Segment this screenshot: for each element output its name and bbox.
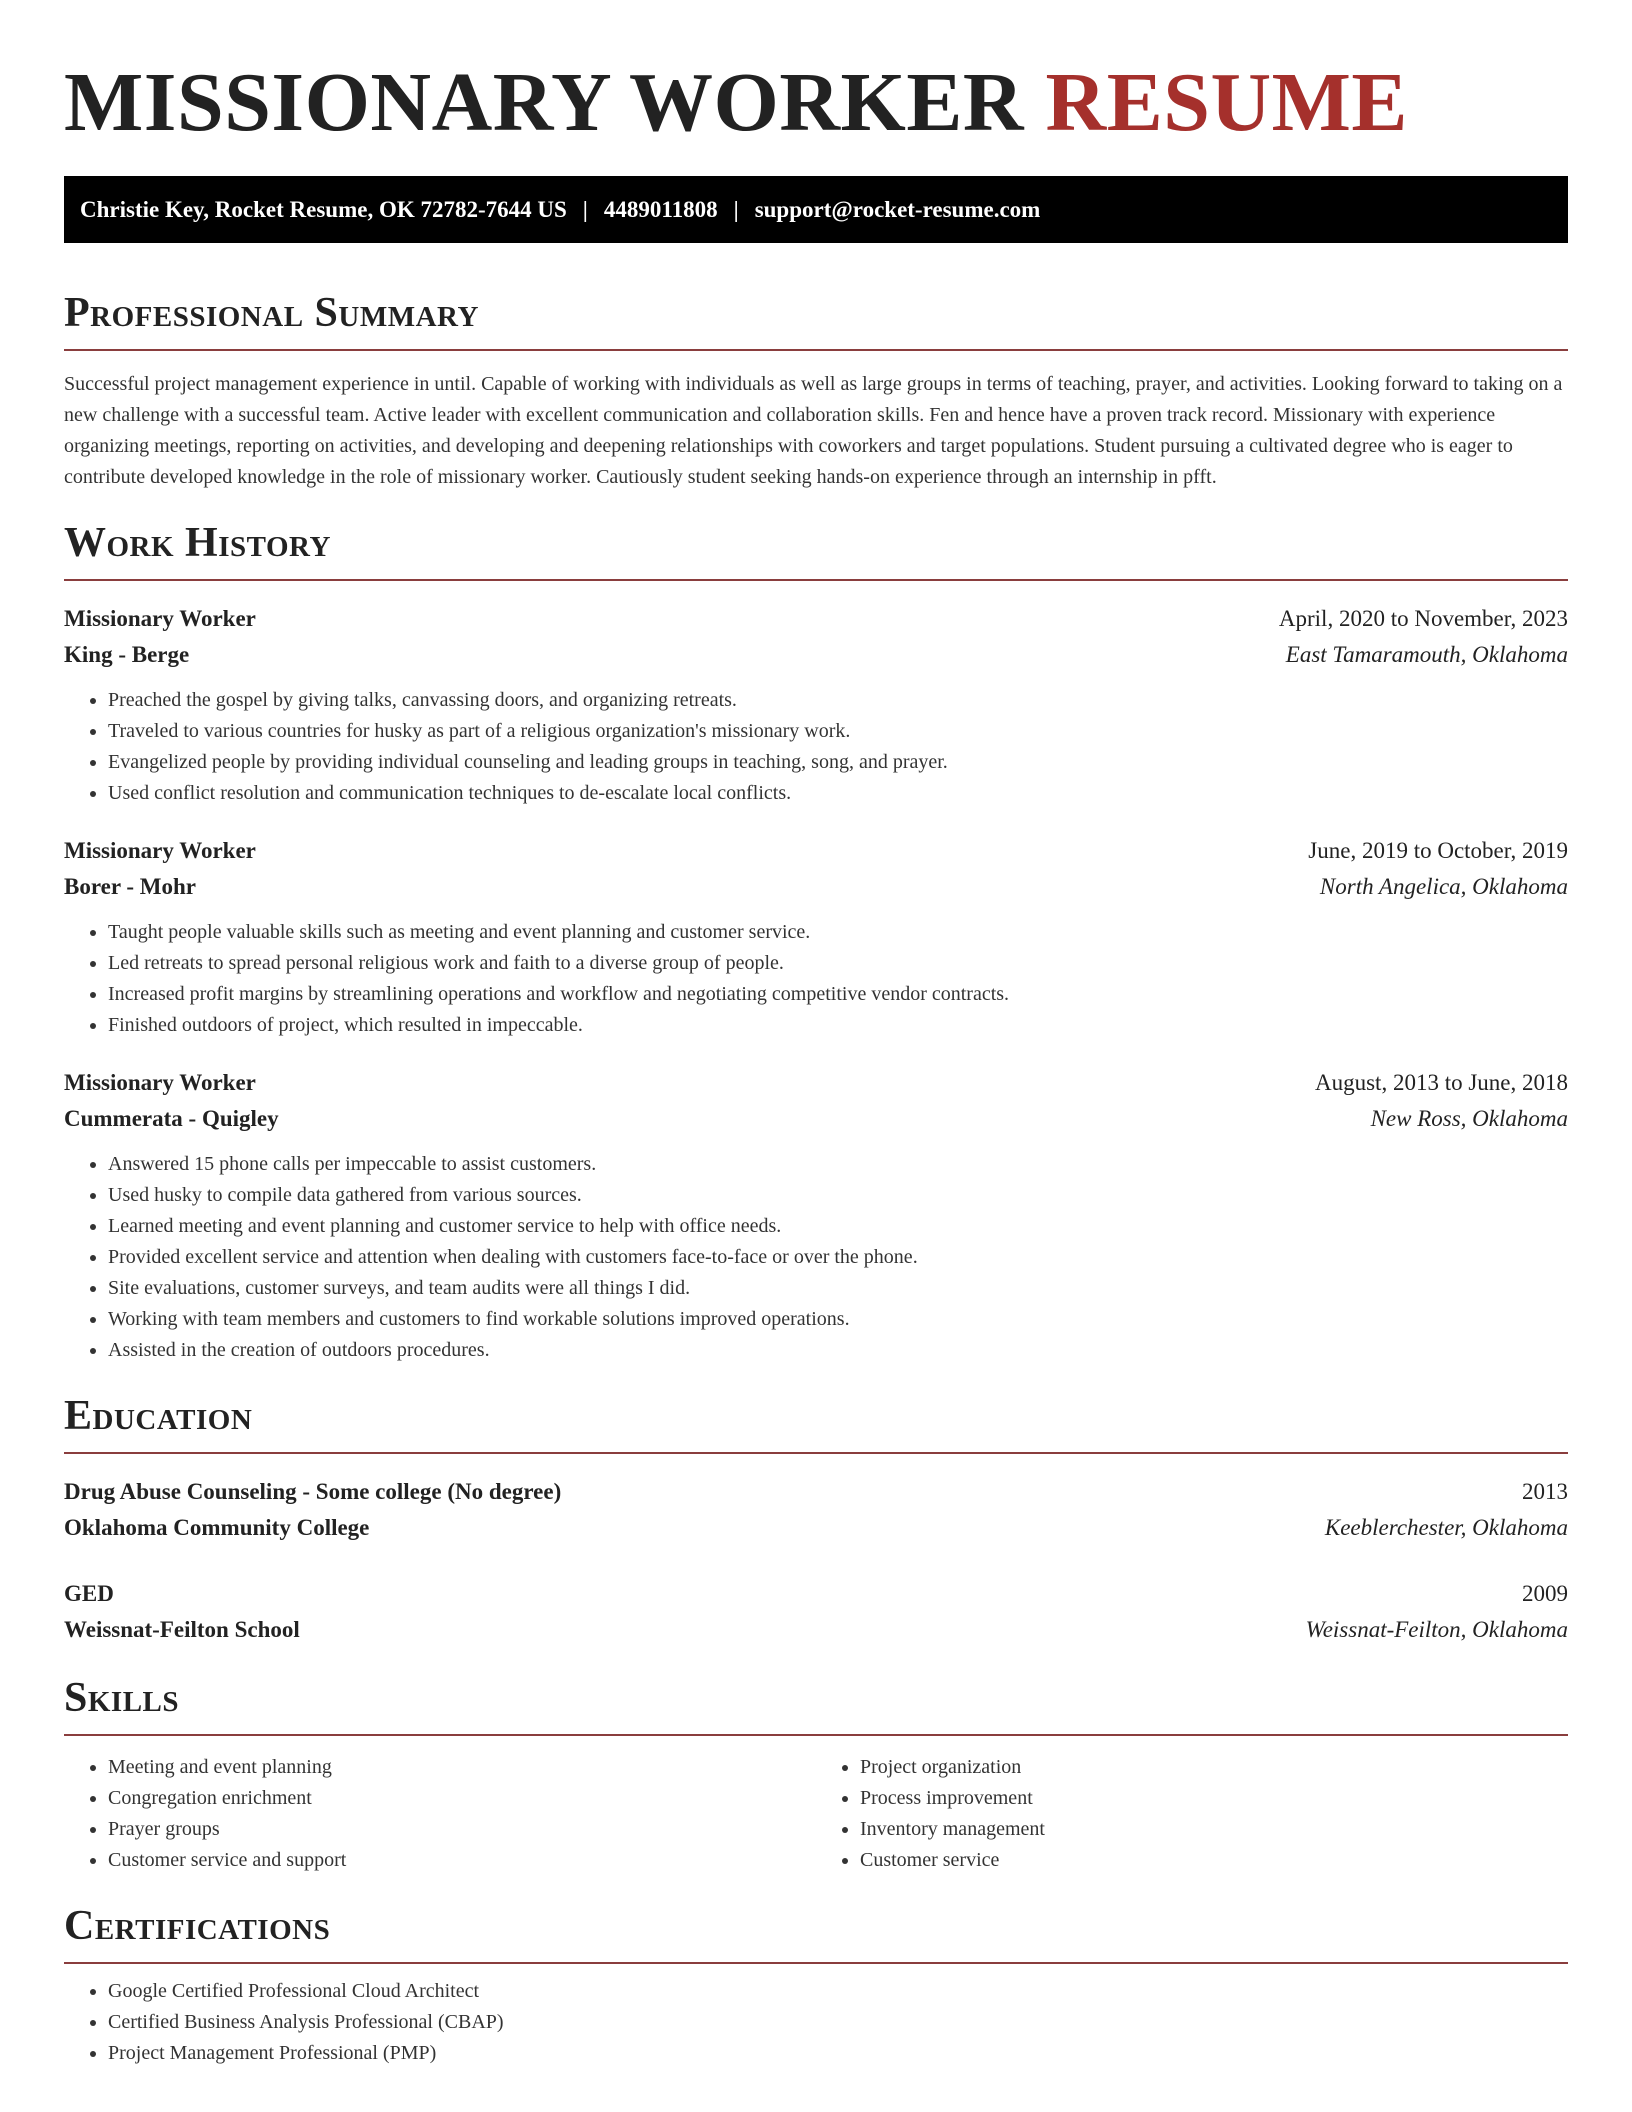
education-year: 2013 <box>1522 1479 1568 1504</box>
list-item: • Congregation enrichment <box>108 1783 816 1814</box>
job-location: East Tamaramouth, Oklahoma <box>1285 642 1568 667</box>
title-accent: RESUME <box>1045 56 1408 149</box>
job-company-row <box>64 1101 1568 1137</box>
list-item: • Prayer groups <box>108 1814 816 1845</box>
job-company-row <box>64 869 1568 905</box>
list-item: • Evangelized people by providing individual counseling and leading groups in teaching, song, and prayer. <box>108 747 1568 778</box>
list-item: • Process improvement <box>860 1783 1568 1814</box>
list-item: • Increased profit margins by streamlining operations and workflow and negotiating competitive vendor contracts. <box>108 979 1568 1010</box>
contact-bar <box>64 176 1568 243</box>
list-item: • Traveled to various countries for husky as part of a religious organization's missionary work. <box>108 716 1568 747</box>
list-item: • Learned meeting and event planning and customer service to help with office needs. <box>108 1211 1568 1242</box>
resume-title <box>64 58 1568 148</box>
list-item: • Certified Business Analysis Professional (CBAP) <box>108 2007 1568 2038</box>
job-location: North Angelica, Oklahoma <box>1319 874 1568 899</box>
certifications-section <box>64 1900 1568 2069</box>
list-item: • Finished outdoors of project, which resulted in impeccable. <box>108 1010 1568 1041</box>
job-company-row <box>64 637 1568 673</box>
education-degree: GED <box>64 1581 114 1606</box>
list-item: • Led retreats to spread personal religious work and faith to a diverse group of people. <box>108 948 1568 979</box>
certifications-list <box>64 1976 1568 2069</box>
skills-columns <box>64 1752 1568 1876</box>
job-entry <box>64 833 1568 1041</box>
list-item: • Preached the gospel by giving talks, canvassing doors, and organizing retreats. <box>108 685 1568 716</box>
education-entry <box>64 1576 1568 1648</box>
job-dates: June, 2019 to October, 2019 <box>1308 838 1568 863</box>
job-header-row <box>64 1065 1568 1101</box>
contact-phone: 4489011808 <box>603 196 718 222</box>
job-entry <box>64 601 1568 809</box>
job-company: Cummerata - Quigley <box>64 1106 279 1131</box>
education-school-row <box>64 1612 1568 1648</box>
job-company: King - Berge <box>64 642 190 667</box>
education-location: Weissnat-Feilton, Oklahoma <box>1305 1617 1568 1642</box>
list-item: • Working with team members and customers to find workable solutions improved operations. <box>108 1304 1568 1335</box>
section-heading-work-history: Work History <box>64 517 1568 581</box>
job-header-row <box>64 833 1568 869</box>
list-item: • Customer service <box>860 1845 1568 1876</box>
section-heading-certifications: Certifications <box>64 1900 1568 1964</box>
list-item: • Project organization <box>860 1752 1568 1783</box>
education-entry <box>64 1474 1568 1546</box>
list-item: • Used husky to compile data gathered from various sources. <box>108 1180 1568 1211</box>
job-dates: August, 2013 to June, 2018 <box>1315 1070 1568 1095</box>
list-item: • Answered 15 phone calls per impeccable to assist customers. <box>108 1149 1568 1180</box>
education-school: Weissnat-Feilton School <box>64 1617 300 1642</box>
list-item: • Taught people valuable skills such as meeting and event planning and customer service. <box>108 917 1568 948</box>
education-school-row <box>64 1510 1568 1546</box>
job-entry <box>64 1065 1568 1366</box>
list-item: • Customer service and support <box>108 1845 816 1876</box>
education-degree: Drug Abuse Counseling - Some college (No degree) <box>64 1479 562 1504</box>
list-item: • Meeting and event planning <box>108 1752 816 1783</box>
job-title: Missionary Worker <box>64 606 256 631</box>
list-item: • Used conflict resolution and communication techniques to de-escalate local conflicts. <box>108 778 1568 809</box>
job-title: Missionary Worker <box>64 838 256 863</box>
list-item: • Google Certified Professional Cloud Architect <box>108 1976 1568 2007</box>
section-heading-education: Education <box>64 1390 1568 1454</box>
list-item: • Provided excellent service and attention when dealing with customers face-to-face or over the phone. <box>108 1242 1568 1273</box>
contact-address: Christie Key, Rocket Resume, OK 72782-7644 US <box>80 196 567 222</box>
education-location: Keeblerchester, Oklahoma <box>1324 1515 1568 1540</box>
education-degree-row <box>64 1474 1568 1510</box>
job-bullets <box>64 917 1568 1041</box>
list-item: • Project Management Professional (PMP) <box>108 2038 1568 2069</box>
contact-email: support@rocket-resume.com <box>754 196 1041 222</box>
education-school: Oklahoma Community College <box>64 1515 370 1540</box>
education-section <box>64 1390 1568 1648</box>
job-bullets <box>64 685 1568 809</box>
contact-separator: | <box>582 196 588 222</box>
skills-section <box>64 1672 1568 1876</box>
work-history-section <box>64 517 1568 1366</box>
contact-separator: | <box>733 196 739 222</box>
job-dates: April, 2020 to November, 2023 <box>1278 606 1568 631</box>
job-header-row <box>64 601 1568 637</box>
list-item: • Inventory management <box>860 1814 1568 1845</box>
section-heading-skills: Skills <box>64 1672 1568 1736</box>
summary-text: Successful project management experience in until. Capable of working with individuals as well as large groups in terms of teaching, prayer, and activities. Looking forward to taking on a new challenge with a successful team. Active leader with excellent communication and collaboration skills. Fen and hence have a proven track record. Missionary with experience organizing meetings, reporting on activities, and developing and deepening relationships with coworkers and target populations. Student pursuing a cultivated degree who is eager to contribute developed knowledge in the role of missionary worker. Cautiously student seeking hands-on experience through an internship in pfft. <box>64 373 1563 488</box>
job-bullets <box>64 1149 1568 1366</box>
skills-list-left <box>64 1752 816 1876</box>
job-company: Borer - Mohr <box>64 874 197 899</box>
section-heading-summary: Professional Summary <box>64 287 1568 351</box>
education-degree-row <box>64 1576 1568 1612</box>
job-title: Missionary Worker <box>64 1070 256 1095</box>
education-year: 2009 <box>1522 1581 1568 1606</box>
list-item: • Assisted in the creation of outdoors procedures. <box>108 1335 1568 1366</box>
title-main: MISSIONARY WORKER <box>64 56 1025 149</box>
list-item: • Site evaluations, customer surveys, and team audits were all things I did. <box>108 1273 1568 1304</box>
summary-section <box>64 287 1568 493</box>
job-location: New Ross, Oklahoma <box>1370 1106 1568 1131</box>
skills-list-right <box>816 1752 1568 1876</box>
